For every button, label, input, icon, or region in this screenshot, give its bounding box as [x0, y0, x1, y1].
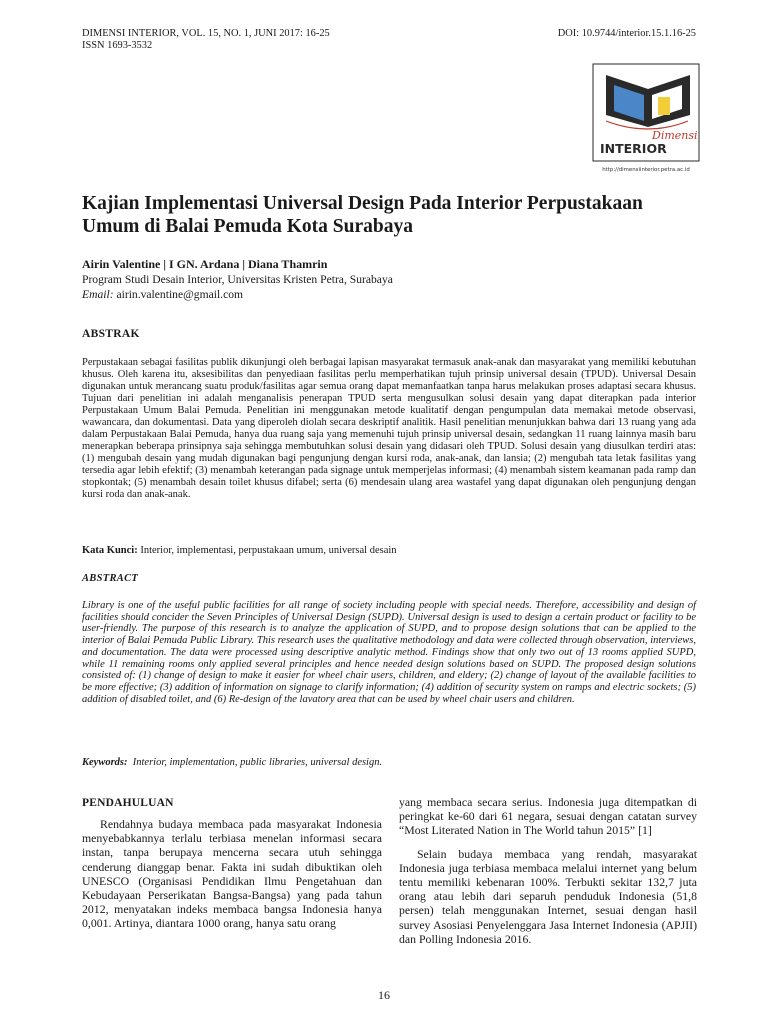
keywords-label: Keywords:: [82, 757, 128, 768]
kata-kunci-values: Interior, implementasi, perpustakaan umum, universal desain: [140, 545, 397, 556]
keywords-line: [82, 757, 382, 768]
logo-word-top: Dimensi: [652, 129, 698, 142]
body-column-left: [82, 797, 382, 931]
body-paragraph: yang membaca secara serius. Indonesia juga ditempatkan di peringkat ke-60 dari 61 negara, sesuai dengan catatan survey “Most Literated Nation in The World tahun 2015” [1]: [399, 795, 697, 838]
body-paragraph: Rendahnya budaya membaca pada masyarakat Indonesia menyebabkannya terlalu terbiasa menelan informasi secara instan, tanpa berupaya mencerna secara utuh sehingga cenderung dianggap benar. Fakta ini sudah dibuktikan oleh UNESCO (Organisasi Pendidikan Ilmu Pengetahuan dan Kebudayaan Perserikatan Bangsa-Bangsa) yang pada tahun 2012, menyatakan indeks membaca bangsa Indonesia hanya 0,001. Artinya, diantara 1000 orang, hanya satu orang: [82, 817, 382, 931]
email-line: [82, 288, 243, 301]
body-column-right: [399, 795, 697, 946]
logo-graphic: [592, 63, 700, 163]
email-address[interactable]: airin.valentine@gmail.com: [116, 288, 244, 301]
logo-yellow-block: [658, 97, 670, 115]
affiliation: Program Studi Desain Interior, Universitas Kristen Petra, Surabaya: [82, 273, 393, 286]
abstrak-heading: ABSTRAK: [82, 328, 140, 340]
email-label: Email:: [82, 288, 114, 301]
article-title: Kajian Implementasi Universal Design Pada Interior Perpustakaan Umum di Balai Pemuda Kota Surabaya: [82, 193, 643, 237]
keywords-values: Interior, implementation, public libraries, universal design.: [132, 757, 383, 768]
abstract-heading: ABSTRACT: [82, 573, 139, 584]
journal-citation: DIMENSI INTERIOR, VOL. 15, NO. 1, JUNI 2017: 16-25: [82, 28, 330, 39]
kata-kunci-line: [82, 545, 397, 556]
logo-word-bottom: INTERIOR: [600, 141, 667, 156]
logo-url[interactable]: http://dimensiinterior.petra.ac.id: [602, 167, 690, 173]
abstract-text: Library is one of the useful public facilities for all range of society including people with special needs. Therefore, accessibility and design of facilities should concider the Seven Principles of Universal Design (SUPD). Universal design is used to design a certain product or facility to be user-friendly. The purpose of this research is to analyze the application of SUPD, and to propose design solutions that can be applied to the interior of Balai Pemuda Public Library. This research uses the qualitative methodology and data were collected through observation, interviews, and documentation. The data were processed using descriptive analytic method. Findings show that only two out of 13 rooms applied SUPD, while 11 remaining rooms only applied several principles and hence needed design solutions based on SUPD. The proposed design solutions consisted of: (1) change of design to make it easier for wheel chair users, children, and eldery; (2) change of layout of the available facilities to be more effective; (3) addition of information on signage to clarify information; (4) addition of security system on ramps and electric sockets; (5) addition of disabled toilet, and (6) Re-design of the lavatory area that can be used by wheel chair users and children.: [82, 600, 696, 705]
page-number: 16: [378, 988, 390, 1002]
abstrak-text: Perpustakaan sebagai fasilitas publik dikunjungi oleh berbagai lapisan masyarakat termasuk anak-anak dan masyarakat yang memiliki kebutuhan khusus. Oleh karena itu, aksesibilitas dan penyediaan fasilitas perlu memperhatikan tujuh prinsip universal desain (TPUD). Universal Desain digunakan untuk merancang suatu produk/fasilitas agar semua orang dapat memanfaatkan tanpa harus melakukan proses adaptasi secara khusus. Tujuan dari penelitian ini adalah menganalisis penerapan TPUD serta mengusulkan solusi desain yang dapat diterapkan pada interior Perpustakaan Umum Balai Pemuda. Penelitian ini menggunakan metode kualitatif dengan pengumpulan data memakai metode observasi, wawancara, dan dokumentasi. Data yang diperoleh diolah secara deskriptif analitik. Hasil penelitian menunjukkan bahwa dari 13 ruang yang ada dalam Perpustakaan Balai Pemuda, hanya dua ruang saja yang memenuhi tujuh prinsip universal desain, sedangkan 11 ruang lainnya masih baru menerapkan beberapa prinsipnya saja sehingga membutuhkan solusi desain yang didasari oleh TPUD. Solusi desain yang diusulkan terdiri atas: (1) mengubah desain yang mudah digunakan bagi pengunjung dengan kursi roda, anak-anak, dan lansia; (2) mengubah tata letak fasilitas yang tersedia agar lebih efektif; (3) menambah keterangan pada signage untuk memperjelas informasi; (4) menambah sistem keamanan pada ramp dan stopkontak; (5) menambah desain toilet khusus difabel; serta (6) mendesain ulang area wastafel yang dapat digunakan oleh pengunjung dengan kursi roda dan anak-anak.: [82, 357, 696, 500]
journal-logo: [592, 63, 700, 173]
body-paragraph: Selain budaya membaca yang rendah, masyarakat Indonesia juga terbiasa membaca melalui internet yang belum tentu memiliki kebenaran 100%. Terbukti sekitar 132,7 juta orang atau lebih dari separuh penduduk Indonesia (51,8 persen) telah menggunakan Internet, sesuai dengan hasil survey Asosiasi Penyelenggara Jasa Internet Indonesia (APJII) dan Polling Indonesia 2016.: [399, 846, 697, 946]
doi[interactable]: DOI: 10.9744/interior.15.1.16-25: [557, 28, 696, 39]
kata-kunci-label: Kata Kunci:: [82, 545, 138, 556]
issn: ISSN 1693-3532: [82, 40, 153, 51]
authors: Airin Valentine | I GN. Ardana | Diana Thamrin: [82, 257, 328, 271]
section-heading: PENDAHULUAN: [82, 797, 174, 809]
